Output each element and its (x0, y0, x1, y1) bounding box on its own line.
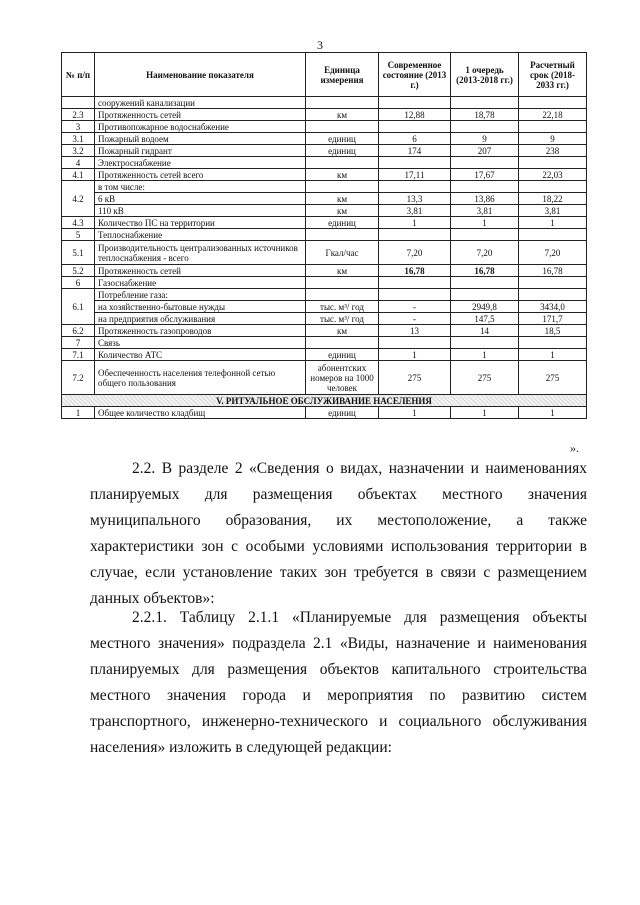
table-row (62, 265, 587, 277)
cell-current (379, 229, 451, 241)
cell-stage1: 7,20 (451, 241, 519, 265)
table-row (62, 193, 587, 205)
cell-unit (306, 289, 379, 301)
cell-num: 6 (62, 277, 95, 289)
cell-unit (306, 97, 379, 109)
cell-num: 3 (62, 121, 95, 133)
cell-current: - (379, 313, 451, 325)
cell-stage1: 1 (451, 349, 519, 361)
cell-current: 174 (379, 145, 451, 157)
cell-stage1 (451, 181, 519, 193)
section-row (62, 395, 587, 407)
cell-current (379, 337, 451, 349)
cell-current: 17,11 (379, 169, 451, 181)
cell-term (519, 337, 587, 349)
cell-term: 9 (519, 133, 587, 145)
cell-num: 6.2 (62, 325, 95, 337)
header-num: № п/п (62, 53, 95, 97)
cell-current: 13 (379, 325, 451, 337)
cell-current: - (379, 301, 451, 313)
cell-term (519, 97, 587, 109)
cell-num: 3.2 (62, 145, 95, 157)
cell-stage1: 17,67 (451, 169, 519, 181)
cell-unit: км (306, 109, 379, 121)
table-row (62, 313, 587, 325)
header-unit: Единица измерения (306, 53, 379, 97)
cell-name: 110 кВ (95, 205, 306, 217)
cell-unit: км (306, 193, 379, 205)
cell-stage1: 275 (451, 361, 519, 395)
cell-stage1: 16,78 (451, 265, 519, 277)
table-row (62, 241, 587, 265)
cell-unit: единиц (306, 145, 379, 157)
cell-unit: км (306, 205, 379, 217)
cell-num: 6.1 (62, 289, 95, 325)
cell-stage1: 207 (451, 145, 519, 157)
cell-name: Протяженность сетей (95, 265, 306, 277)
cell-stage1 (451, 97, 519, 109)
cell-current: 3,81 (379, 205, 451, 217)
cell-name: Протяженность сетей всего (95, 169, 306, 181)
cell-name: Производительность централизованных источников теплоснабжения - всего (95, 241, 306, 265)
cell-stage1 (451, 289, 519, 301)
cell-name: Потребление газа: (95, 289, 306, 301)
table-row (62, 133, 587, 145)
cell-term: 7,20 (519, 241, 587, 265)
cell-term: 18,22 (519, 193, 587, 205)
paragraph-2-2 (90, 456, 587, 612)
cell-term (519, 181, 587, 193)
paragraph-text: 2.2. В разделе 2 «Сведения о видах, назначении и наименованиях планируемых для размещения объектах местного значения муниципального образования, их местоположение, а также характеристики зон с особыми условиями использования территории в случае, если установление таких зон требуется в связи с размещением данных объектов»: (90, 460, 587, 607)
cell-current: 1 (379, 217, 451, 229)
cell-term (519, 157, 587, 169)
table-row (62, 169, 587, 181)
cell-unit: км (306, 325, 379, 337)
table-row (62, 325, 587, 337)
cell-current: 13,3 (379, 193, 451, 205)
cell-num: 4.2 (62, 181, 95, 217)
cell-unit: единиц (306, 217, 379, 229)
cell-name: сооружений канализации (95, 97, 306, 109)
table-row (62, 181, 587, 193)
cell-current (379, 289, 451, 301)
cell-num: 3.1 (62, 133, 95, 145)
cell-name: Противопожарное водоснабжение (95, 121, 306, 133)
cell-term: 22,03 (519, 169, 587, 181)
section-title: V. РИТУАЛЬНОЕ ОБСЛУЖИВАНИЕ НАСЕЛЕНИЯ (62, 395, 587, 407)
cell-stage1 (451, 121, 519, 133)
table-row (62, 145, 587, 157)
indicators-table (61, 52, 587, 419)
table-row (62, 301, 587, 313)
cell-term: 18,5 (519, 325, 587, 337)
table-row (62, 289, 587, 301)
cell-current: 12,88 (379, 109, 451, 121)
cell-name: на предприятия обслуживания (95, 313, 306, 325)
cell-stage1 (451, 337, 519, 349)
cell-name: Связь (95, 337, 306, 349)
cell-name: на хозяйственно-бытовые нужды (95, 301, 306, 313)
cell-num: 4 (62, 157, 95, 169)
cell-term: 1 (519, 407, 587, 419)
cell-unit (306, 337, 379, 349)
cell-name: Количество ПС на территории (95, 217, 306, 229)
cell-unit: единиц (306, 407, 379, 419)
table-row (62, 277, 587, 289)
header-term: Расчетный срок (2018-2033 гг.) (519, 53, 587, 97)
cell-num: 7 (62, 337, 95, 349)
cell-name: Теплоснабжение (95, 229, 306, 241)
cell-stage1: 13,86 (451, 193, 519, 205)
cell-current (379, 277, 451, 289)
cell-stage1 (451, 277, 519, 289)
cell-unit (306, 121, 379, 133)
cell-stage1: 3,81 (451, 205, 519, 217)
cell-name: Пожарный водоем (95, 133, 306, 145)
cell-current (379, 157, 451, 169)
cell-num: 7.2 (62, 361, 95, 395)
cell-term: 275 (519, 361, 587, 395)
table-row (62, 361, 587, 395)
table-row (62, 97, 587, 109)
cell-stage1 (451, 229, 519, 241)
cell-current: 6 (379, 133, 451, 145)
cell-stage1: 2949,8 (451, 301, 519, 313)
cell-unit: км (306, 265, 379, 277)
cell-stage1 (451, 157, 519, 169)
cell-current (379, 181, 451, 193)
cell-name: Протяженность газопроводов (95, 325, 306, 337)
table-row (62, 205, 587, 217)
header-name: Наименование показателя (95, 53, 306, 97)
cell-name: в том числе: (95, 181, 306, 193)
cell-num: 4.3 (62, 217, 95, 229)
header-current: Современное состояние (2013 г.) (379, 53, 451, 97)
cell-unit: тыс. м³/ год (306, 313, 379, 325)
header-stage1: 1 очередь (2013-2018 гг.) (451, 53, 519, 97)
cell-current: 16,78 (379, 265, 451, 277)
cell-unit (306, 157, 379, 169)
cell-unit: абонентских номеров на 1000 человек (306, 361, 379, 395)
cell-num: 7.1 (62, 349, 95, 361)
cell-num: 5.1 (62, 241, 95, 265)
cell-unit: единиц (306, 133, 379, 145)
table-row (62, 349, 587, 361)
cell-term: 171,7 (519, 313, 587, 325)
cell-term (519, 229, 587, 241)
table-row (62, 407, 587, 419)
cell-unit (306, 181, 379, 193)
cell-unit (306, 229, 379, 241)
cell-term (519, 289, 587, 301)
cell-stage1: 18,78 (451, 109, 519, 121)
cell-current: 7,20 (379, 241, 451, 265)
cell-name: Электроснабжение (95, 157, 306, 169)
table-row (62, 337, 587, 349)
table-row (62, 121, 587, 133)
cell-unit: единиц (306, 349, 379, 361)
cell-num: 5 (62, 229, 95, 241)
table-row (62, 157, 587, 169)
cell-stage1: 147,5 (451, 313, 519, 325)
cell-name: 6 кВ (95, 193, 306, 205)
cell-name: Газоснабжение (95, 277, 306, 289)
cell-current (379, 97, 451, 109)
cell-current (379, 121, 451, 133)
cell-term: 3434,0 (519, 301, 587, 313)
cell-unit: тыс. м³/ год (306, 301, 379, 313)
cell-term: 3,81 (519, 205, 587, 217)
cell-term: 1 (519, 217, 587, 229)
cell-stage1: 14 (451, 325, 519, 337)
cell-stage1: 9 (451, 133, 519, 145)
table-row (62, 229, 587, 241)
cell-term (519, 121, 587, 133)
table-header-row (62, 53, 587, 97)
quote-end: ». (570, 441, 579, 455)
cell-current: 1 (379, 349, 451, 361)
cell-name: Количество АТС (95, 349, 306, 361)
cell-unit: км (306, 169, 379, 181)
cell-current: 275 (379, 361, 451, 395)
cell-term: 16,78 (519, 265, 587, 277)
cell-name: Обеспеченность населения телефонной сетью общего пользования (95, 361, 306, 395)
table-row (62, 109, 587, 121)
cell-num: 4.1 (62, 169, 95, 181)
paragraph-2-2-1 (90, 605, 587, 761)
page-number: 3 (317, 38, 323, 52)
cell-unit: Гкал/час (306, 241, 379, 265)
cell-stage1: 1 (451, 407, 519, 419)
cell-num: 1 (62, 407, 95, 419)
cell-num (62, 97, 95, 109)
cell-term: 1 (519, 349, 587, 361)
cell-stage1: 1 (451, 217, 519, 229)
cell-unit (306, 277, 379, 289)
paragraph-text: 2.2.1. Таблицу 2.1.1 «Планируемые для размещения объекты местного значения» подраздела 2.1 «Виды, назначение и наименования планируемых для размещения объектов капитального строительства местного значения города и мероприятия по развитию систем транспортного, инженерно-технического и социального обслуживания населения» изложить в следующей редакции: (90, 609, 587, 756)
cell-term (519, 277, 587, 289)
cell-name: Протяженность сетей (95, 109, 306, 121)
cell-num: 5.2 (62, 265, 95, 277)
cell-term: 22,18 (519, 109, 587, 121)
cell-name: Общее количество кладбищ (95, 407, 306, 419)
table-row (62, 217, 587, 229)
cell-term: 238 (519, 145, 587, 157)
cell-num: 2.3 (62, 109, 95, 121)
cell-name: Пожарный гидрант (95, 145, 306, 157)
cell-current: 1 (379, 407, 451, 419)
